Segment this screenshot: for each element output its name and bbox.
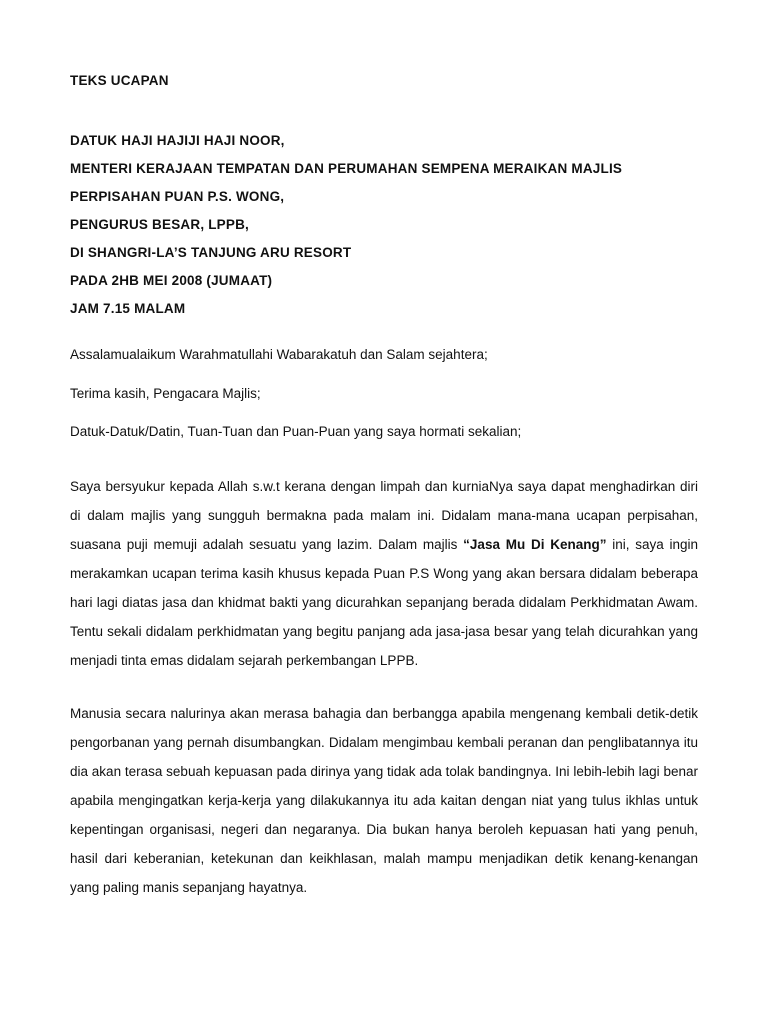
paragraph-1-text-after: ini, saya ingin merakamkan ucapan terima kasih khusus kepada Puan P.S Wong yang akan bersara didalam beberapa hari lagi diatas jasa dan khidmat bakti yang dicurahkan sepanjang berada didalam Perkhidmatan Awam. Tentu sekali didalam perkhidmatan yang begitu panjang ada jasa-jasa besar yang telah dicurahkan yang menjadi tinta emas didalam sejarah perkembangan LPPB.	[70, 537, 698, 668]
paragraph-1-event-name: “Jasa Mu Di Kenang”	[463, 537, 607, 552]
paragraph-1	[70, 472, 698, 675]
heading-line-date: PADA 2HB MEI 2008 (JUMAAT)	[70, 273, 273, 288]
greeting-audience: Datuk-Datuk/Datin, Tuan-Tuan dan Puan-Puan yang saya hormati sekalian;	[70, 424, 522, 439]
heading-line-position: MENTERI KERAJAAN TEMPATAN DAN PERUMAHAN SEMPENA MERAIKAN MAJLIS	[70, 161, 623, 176]
speech-heading	[70, 127, 698, 323]
heading-line-time: JAM 7.15 MALAM	[70, 301, 186, 316]
heading-line-speaker: DATUK HAJI HAJIJI HAJI NOOR,	[70, 133, 285, 148]
paragraph-2: Manusia secara nalurinya akan merasa bahagia dan berbangga apabila mengenang kembali detik-detik pengorbanan yang pernah disumbangkan. Didalam mengimbau kembali peranan dan penglibatannya itu dia akan terasa sebuah kepuasan pada dirinya yang tidak ada tolak bandingnya. Ini lebih-lebih lagi benar apabila mengingatkan kerja-kerja yang dilakukannya itu ada kaitan dengan niat yang tulus ikhlas untuk kepentingan organisasi, negeri dan negaranya. Dia bukan hanya beroleh kepuasan hati yang penuh, hasil dari keberanian, ketekunan dan keikhlasan, malah mampu menjadikan detik kenang-kenangan yang paling manis sepanjang hayatnya.	[70, 706, 698, 895]
greeting-salam: Assalamualaikum Warahmatullahi Wabarakatuh dan Salam sejahtera;	[70, 347, 488, 362]
heading-line-event: PERPISAHAN PUAN P.S. WONG,	[70, 189, 285, 204]
paragraph-1-text-before: Saya bersyukur kepada Allah s.w.t kerana dengan limpah dan kurniaNya saya dapat menghadirkan diri di dalam majlis yang sungguh bermakna pada malam ini. Didalam mana-mana ucapan perpisahan, suasana puji memuji adalah sesuatu yang lazim. Dalam majlis	[70, 479, 698, 552]
heading-line-honoree-title: PENGURUS BESAR, LPPB,	[70, 217, 249, 232]
greeting-emcee: Terima kasih, Pengacara Majlis;	[70, 385, 261, 401]
heading-line-venue: DI SHANGRI-LA’S TANJUNG ARU RESORT	[70, 245, 352, 260]
document-content	[70, 70, 698, 926]
document-title: TEKS UCAPAN	[70, 73, 169, 88]
